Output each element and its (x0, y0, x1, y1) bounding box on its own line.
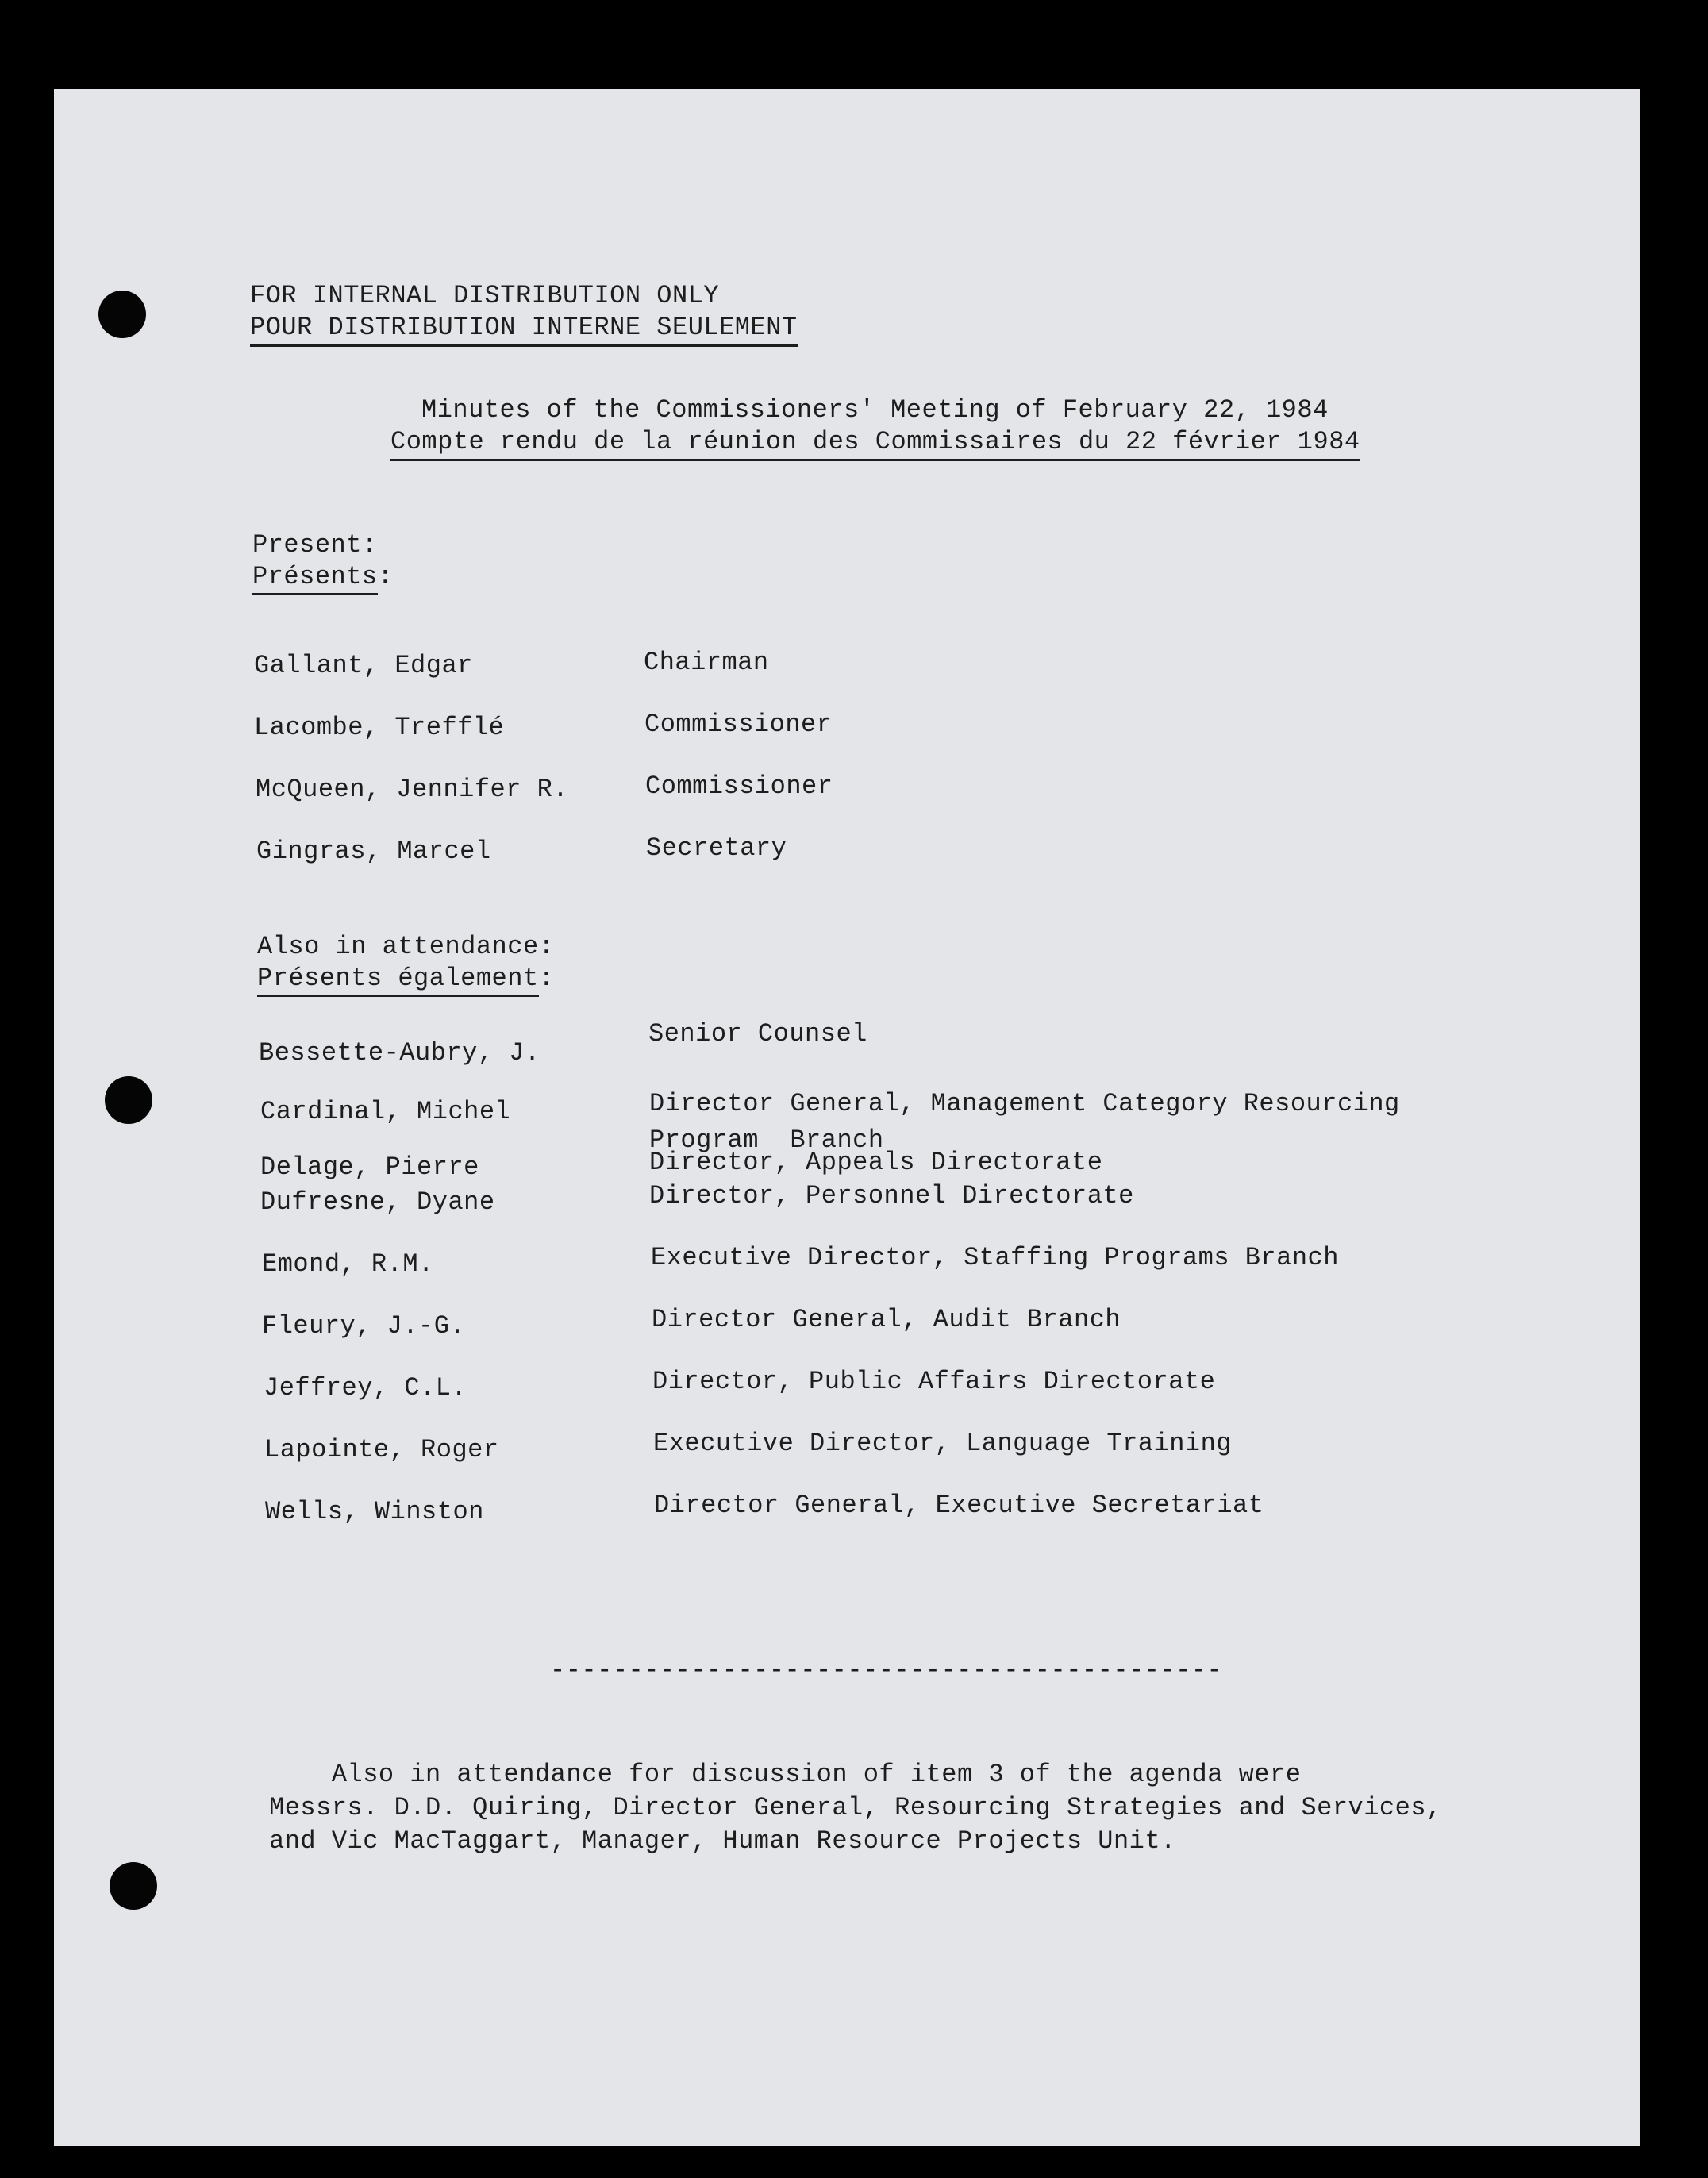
distribution-notice-en: FOR INTERNAL DISTRIBUTION ONLY (250, 281, 720, 310)
attendee-name: Delage, Pierre (260, 1152, 479, 1182)
present-heading-en: Present: (252, 530, 378, 560)
present-name: McQueen, Jennifer R. (256, 775, 569, 804)
distribution-notice-fr: POUR DISTRIBUTION INTERNE SEULEMENT (250, 313, 798, 347)
punch-hole-middle (105, 1076, 152, 1124)
attendee-name: Cardinal, Michel (260, 1097, 511, 1126)
present-heading-fr-row (252, 562, 393, 592)
present-role: Commissioner (644, 710, 833, 739)
attendee-name: Wells, Winston (265, 1497, 484, 1526)
present-heading-fr: Présents (252, 562, 378, 595)
attendee-role: Director General, Management Category Resourcing (649, 1089, 1400, 1118)
present-heading-fr-colon: : (377, 562, 394, 591)
minutes-title-fr: Compte rendu de la réunion des Commissaires du 22 février 1984 (390, 427, 1360, 461)
punch-hole-top (98, 291, 146, 338)
punch-hole-bottom (110, 1862, 157, 1910)
attendee-role-continued: Program Branch (649, 1126, 884, 1155)
attendee-role: Senior Counsel (648, 1019, 867, 1049)
separator-line: ------------------------------------------- (550, 1656, 1223, 1685)
minutes-title-en: Minutes of the Commissioners' Meeting of February 22, 1984 (421, 395, 1329, 425)
attendee-name: Fleury, J.-G. (262, 1311, 466, 1341)
attendee-role: Director General, Executive Secretariat (654, 1491, 1264, 1520)
attendee-name: Bessette-Aubry, J. (259, 1038, 540, 1068)
attendee-role: Director, Public Affairs Directorate (652, 1367, 1216, 1396)
attendance-heading-fr-colon: : (538, 964, 555, 993)
attendance-heading-fr-row (257, 964, 554, 994)
present-role: Commissioner (645, 772, 833, 801)
attendee-role: Executive Director, Staffing Programs Branch (651, 1243, 1339, 1272)
attendance-heading-fr: Présents également (257, 964, 539, 997)
document-page (54, 89, 1640, 2146)
present-name: Lacombe, Trefflé (254, 713, 505, 742)
attendee-role: Director, Personnel Directorate (649, 1181, 1134, 1210)
note-line-3: and Vic MacTaggart, Manager, Human Resource Projects Unit. (269, 1826, 1176, 1856)
attendee-name: Lapointe, Roger (264, 1435, 499, 1464)
attendee-role: Executive Director, Language Training (653, 1429, 1233, 1458)
present-role: Chairman (644, 648, 769, 677)
attendee-name: Dufresne, Dyane (260, 1187, 495, 1217)
attendee-name: Jeffrey, C.L. (264, 1373, 467, 1403)
present-name: Gallant, Edgar (254, 651, 473, 680)
note-line-1: Also in attendance for discussion of item 3 of the agenda were (269, 1760, 1302, 1789)
present-name: Gingras, Marcel (256, 837, 491, 866)
attendee-role: Director General, Audit Branch (652, 1305, 1121, 1334)
attendee-role: Director, Appeals Directorate (649, 1148, 1103, 1177)
attendance-heading-en: Also in attendance: (257, 932, 555, 961)
present-role: Secretary (646, 833, 787, 863)
attendee-name: Emond, R.M. (262, 1249, 434, 1279)
note-line-2: Messrs. D.D. Quiring, Director General, Resourcing Strategies and Services, (269, 1793, 1442, 1822)
